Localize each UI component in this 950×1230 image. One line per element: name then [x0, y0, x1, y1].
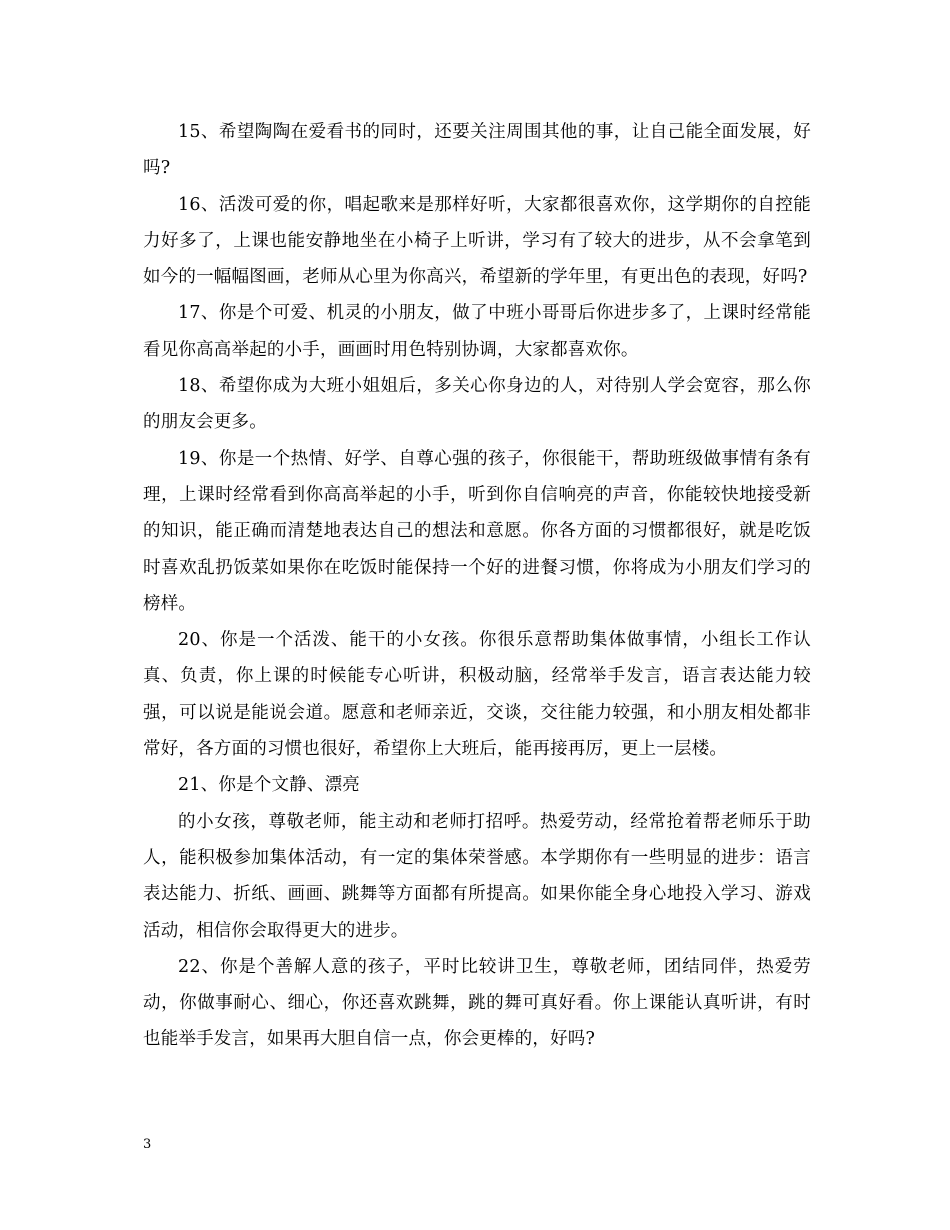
paragraph-15: 15、希望陶陶在爱看书的同时，还要关注周围其他的事，让自己能全面发展，好吗?	[143, 122, 811, 179]
body-text	[143, 114, 811, 1058]
page-number: 3	[143, 1137, 152, 1152]
paragraph-19: 19、你是一个热情、好学、自尊心强的孩子，你很能干，帮助班级做事情有条有理，上课时经常看到你高高举起的小手，听到你自信响亮的声音，你能较快地接受新的知识，能正确而清楚地表达自己的想法和意愿。你各方面的习惯都很好，就是吃饭时喜欢乱扔饭菜如果你在吃饭时能保持一个好的进餐习惯，你将成为小朋友们学习的榜样。	[143, 448, 811, 614]
paragraph-22: 22、你是个善解人意的孩子，平时比较讲卫生，尊敬老师，团结同伴，热爱劳动，你做事耐心、细心，你还喜欢跳舞，跳的舞可真好看。你上课能认真听讲，有时也能举手发言，如果再大胆自信一点，你会更棒的，好吗?	[143, 956, 811, 1050]
paragraph-18: 18、希望你成为大班小姐姐后，多关心你身边的人，对待别人学会宽容，那么你的朋友会更多。	[143, 376, 811, 433]
paragraph-16: 16、活泼可爱的你，唱起歌来是那样好听，大家都很喜欢你，这学期你的自控能力好多了，上课也能安静地坐在小椅子上听讲，学习有了较大的进步，从不会拿笔到如今的一幅幅图画，老师从心里为你高兴，希望新的学年里，有更出色的表现，好吗?	[143, 194, 811, 288]
paragraph-21-continued: 的小女孩，尊敬老师，能主动和老师打招呼。热爱劳动，经常抢着帮老师乐于助人，能积极参加集体活动，有一定的集体荣誉感。本学期你有一些明显的进步：语言表达能力、折纸、画画、跳舞等方面都有所提高。如果你能全身心地投入学习、游戏活动，相信你会取得更大的进步。	[143, 811, 811, 941]
paragraph-21-first-line: 21、你是个文静、漂亮	[178, 775, 360, 796]
paragraph-17: 17、你是个可爱、机灵的小朋友，做了中班小哥哥后你进步多了，上课时经常能看见你高高举起的小手，画画时用色特别协调，大家都喜欢你。	[143, 303, 811, 360]
paragraph-20: 20、你是一个活泼、能干的小女孩。你很乐意帮助集体做事情，小组长工作认真、负责，你上课的时候能专心听讲，积极动脑，经常举手发言，语言表达能力较强，可以说是能说会道。愿意和老师亲近，交谈，交往能力较强，和小朋友相处都非常好，各方面的习惯也很好，希望你上大班后，能再接再厉，更上一层楼。	[143, 630, 811, 760]
